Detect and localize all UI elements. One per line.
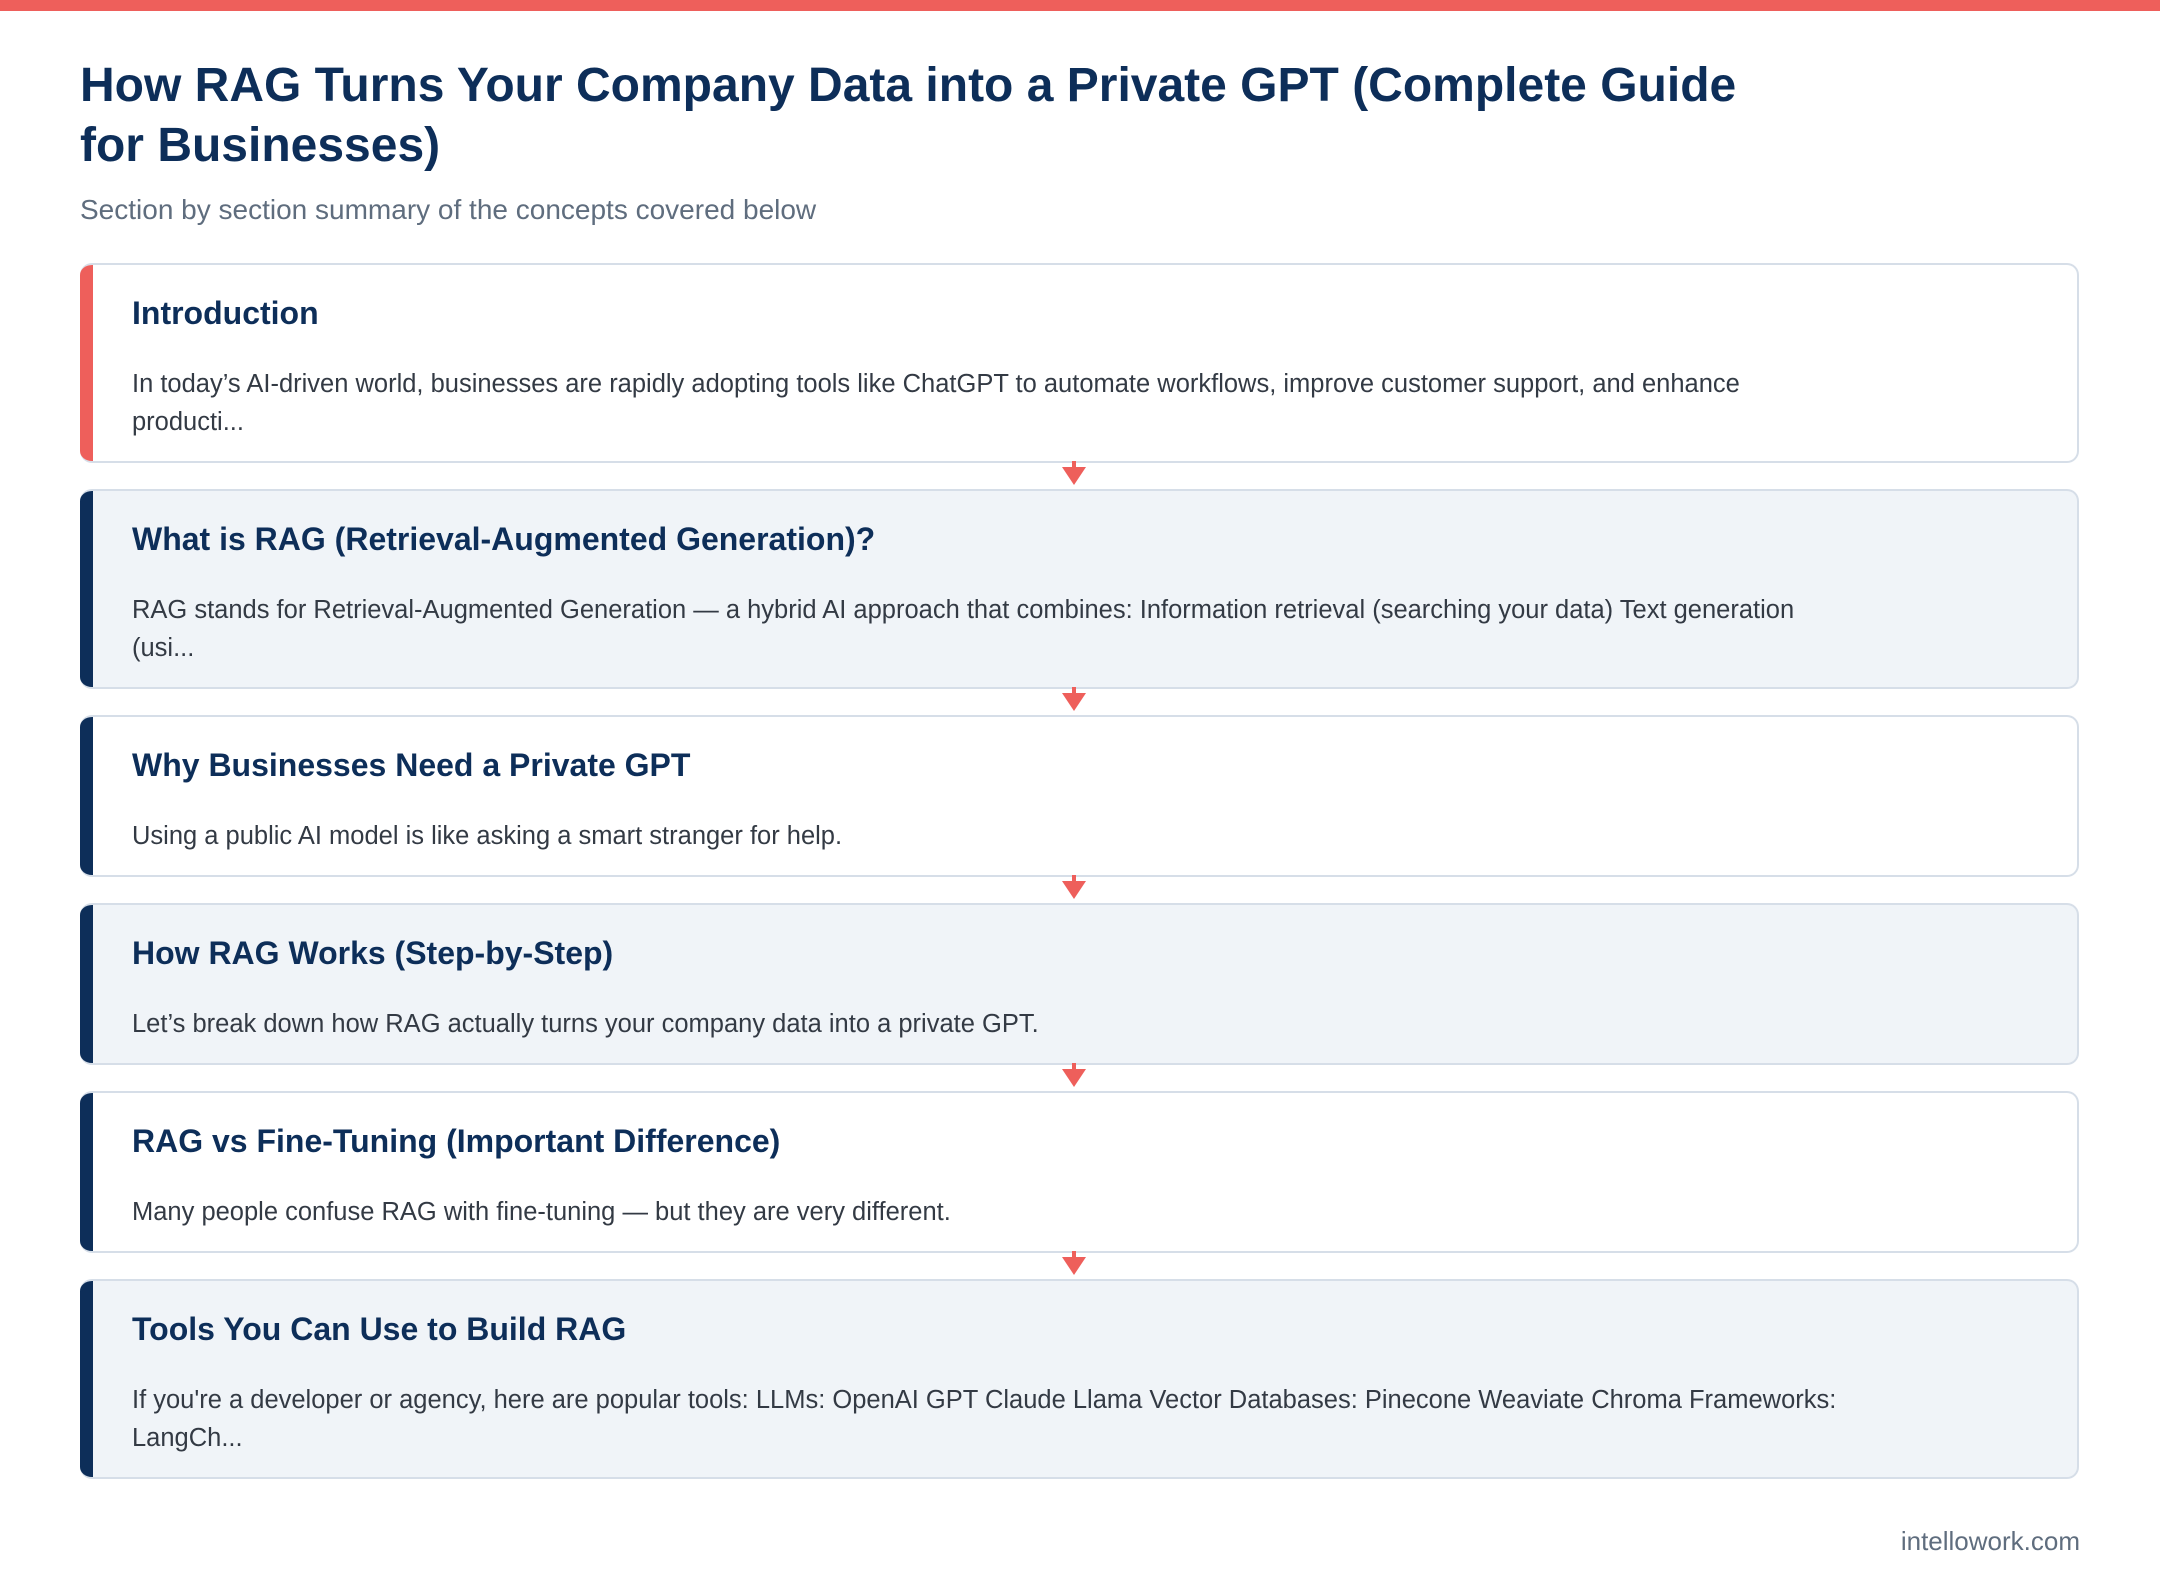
section-connector: [80, 689, 2079, 715]
page-subtitle: Section by section summary of the concepts covered below: [80, 194, 817, 225]
section-accent-bar: [80, 491, 93, 687]
section-accent-bar: [80, 717, 93, 875]
section-card-why-private-gpt: [80, 715, 2079, 877]
arrow-down-icon: [1062, 1069, 1086, 1087]
section-card-how-rag-works: [80, 903, 2079, 1065]
section-text: If you're a developer or agency, here are popular tools: LLMs: OpenAI GPT Claude Llama Vector Databases: Pinecone Weaviate Chroma Frameworks: LangCh...: [132, 1386, 1837, 1452]
section-connector: [80, 463, 2079, 489]
section-connector: [80, 1065, 2079, 1091]
section-heading: Introduction: [132, 295, 319, 331]
section-heading: Why Businesses Need a Private GPT: [132, 747, 691, 783]
section-text: Many people confuse RAG with fine-tuning — but they are very different.: [132, 1198, 951, 1226]
section-connector: [80, 877, 2079, 903]
top-accent-bar: [0, 0, 2160, 11]
section-accent-bar: [80, 1281, 93, 1477]
arrow-down-icon: [1062, 467, 1086, 485]
section-accent-bar: [80, 905, 93, 1063]
section-text: In today’s AI-driven world, businesses are rapidly adopting tools like ChatGPT to automate workflows, improve customer support, and enhance producti...: [132, 370, 1740, 436]
arrow-down-icon: [1062, 1257, 1086, 1275]
section-text: RAG stands for Retrieval-Augmented Generation — a hybrid AI approach that combines: Information retrieval (searching your data) Text generation (usi...: [132, 596, 1795, 662]
section-list: [80, 263, 2079, 1479]
section-card-what-is-rag: [80, 489, 2079, 689]
arrow-down-icon: [1062, 881, 1086, 899]
section-heading: RAG vs Fine-Tuning (Important Difference): [132, 1123, 781, 1159]
arrow-down-icon: [1062, 693, 1086, 711]
section-card-tools: [80, 1279, 2079, 1479]
section-heading: Tools You Can Use to Build RAG: [132, 1311, 627, 1347]
section-accent-bar: [80, 1093, 93, 1251]
page-title: How RAG Turns Your Company Data into a Private GPT (Complete Guide for Businesses): [80, 59, 1737, 172]
section-heading: How RAG Works (Step-by-Step): [132, 935, 614, 971]
section-card-rag-vs-fine-tuning: [80, 1091, 2079, 1253]
section-connector: [80, 1253, 2079, 1279]
section-text: Using a public AI model is like asking a smart stranger for help.: [132, 822, 843, 850]
section-text: Let’s break down how RAG actually turns your company data into a private GPT.: [132, 1010, 1039, 1038]
footer-site-name: intellowork.com: [1900, 1526, 2080, 1556]
section-heading: What is RAG (Retrieval-Augmented Generation)?: [132, 521, 876, 557]
section-card-introduction: [80, 263, 2079, 463]
section-accent-bar: [80, 265, 93, 461]
